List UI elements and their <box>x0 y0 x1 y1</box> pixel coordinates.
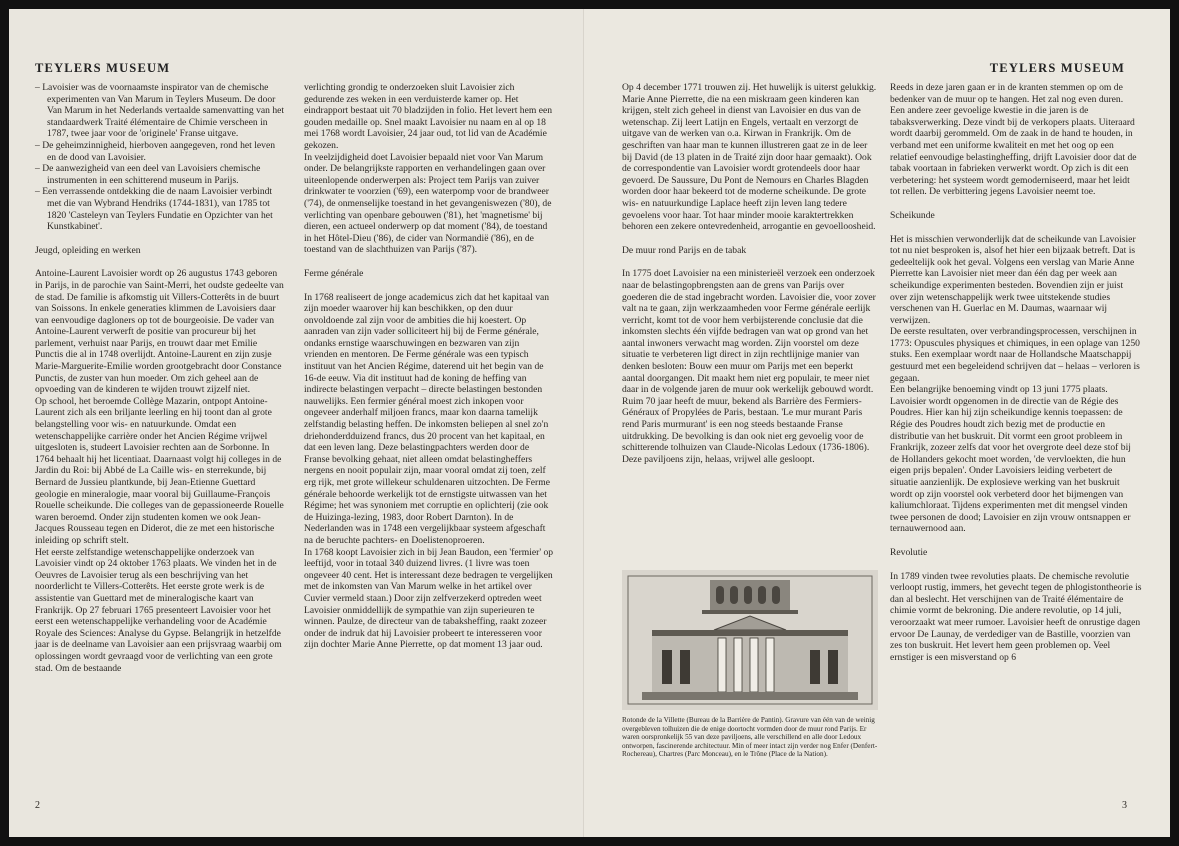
section-heading-jeugd: Jeugd, opleiding en werken <box>35 244 141 256</box>
paragraph: Op school, het beroemde Collège Mazarin, ontpopt Antoine-Laurent zich als een briljante leerling en hij toont dan al grote belangstelling voor wis- en natuurkunde. Omdat een wetenschappelijke carrière onder het Ancien Régime vrijwel uitgesloten is, studeert Lavoisier rechten aan de Sorbonne. In 1764 behaalt hij het licentiaat. Daarnaast volgt hij colleges in de Jardin du Roi: bij Abbé de La Caille wis- en sterrekunde, bij Bernard de Jussieu plantkunde, bij Jean-Etienne Guettard geologie en mineralogie, maar vooral bij Guillaume-François Rouelle scheikunde. Die colleges van de gepassioneerde Rouelle waren beroemd. Onder zijn studenten komen we ook Jean-Jacques Rousseau tegen en Diderot, die ze met een historische inleiding op schrift stelt. <box>35 395 284 546</box>
paragraph: In 1768 koopt Lavoisier zich in bij Jean Baudon, een 'fermier' op leeftijd, voor in totaal 340 duizend livres. (1 livre was toen ongeveer 40 cent. Het is interessant deze bedragen te vergelijken met de inkomsten van Van Marum welke in het artikel over Cuvier vermeld staan.) Door zijn zelfverzekerd optreden weet Lavoisier onmiddellijk de sympathie van zijn superieuren te winnen. Paulze, de directeur van de tabaksheffing, raakt zozeer onder de indruk dat hij Lavoisier probeert te interesseren voor zijn dochter Marie Anne Pierrette, op dat moment 13 jaar oud. <box>304 546 554 651</box>
paragraph: Op 4 december 1771 trouwen zij. Het huwelijk is uiterst gelukkig. Marie Anne Pierrette, die na een miskraam geen kinderen kan krijgen, stelt zich geheel in dienst van Lavoisier en dus van de wetenschap. Zij leert Latijn en Engels, vertaalt en verzorgt de uitgave van de werken van o.a. Kirwan in Frankrijk. Om de geschriften van haar man te kunnen illustreren gaat ze in de leer bij David (de 13 platen in de Traité zijn door haar gemaakt). Ook de correspondentie van Lavoisier wordt grotendeels door haar gevoerd. De Saussure, Du Pont de Nemours en Charles Blagden worden door haar bekeerd tot de moderne scheikunde. De grote wis- en natuurkundige Laplace heeft zijn leven lang tedere gevoelens voor haar. Tot haar minder mooie karaktertrekken behoren een zekere ontevredenheid, arrogantie en gevoelloosheid. <box>622 82 877 233</box>
header-left-text: TEYLERS MUSEUM <box>35 61 171 75</box>
bullet-1: – Lavoisier was de voornaamste inspirator van de chemische experimenten van Van Marum in Teylers Museum. De door Van Marum in het Nederlands vertaalde samenvatting van het standaardwerk Traité élémentaire de Chimie verscheen in 1787, twee jaar voor de 'originele' Franse uitgave. <box>35 82 285 140</box>
section-heading-ferme: Ferme générale <box>304 267 364 279</box>
figure-rotonde <box>622 570 878 759</box>
right-page <box>584 9 1170 837</box>
paragraph: Het eerste zelfstandige wetenschappelijke onderzoek van Lavoisier vindt op 24 oktober 1763 plaats. We vinden het in de Oeuvres de Lavoisier terug als een beschrijving van het noorderlicht te Villers-Cotterêts. Het eerste grote werk is de assistentie van Guettard met de mineralogische kaart van Frankrijk. Op 27 februari 1765 presenteert Lavoisier voor het eerst een wetenschappelijke verhandeling voor de Académie Royale des Sciences: Analyse du Gypse. Belangrijk in hetzelfde jaar is de deelname van Lavoisier aan een prijsvraag waarbij om oplossingen wordt gevraagd voor de verlichting van een grote stad. Om de bestaande <box>35 546 282 674</box>
paragraph: In 1775 doet Lavoisier na een ministerieël verzoek een onderzoek naar de belastingopbrengsten aan de grens van Parijs over goederen die de stad ingebracht worden. Lavoisier die, voor zover valt na te gaan, zijn werkzaamheden voor Ferme générale eerlijk verricht, komt tot de voor hem verbijsterende conclusie dat die inkomsten slechts één vijfde bedragen van wat op grond van het aantal inwoners verwacht mag worden. Zijn voorstel om deze situatie te verbeteren ligt direct in zijn rechtlijnige manier van denken besloten: Bouw een muur om Parijs met een beperkt aantal doorgangen. Dit maakt hem niet erg populair, te meer niet daar in de volgende jaren de muur ook werkelijk gebouwd wordt. Ruim 70 jaar heeft de muur, bekend als Barrière des Fermiers-Généraux of Propylées de Paris, bestaan. 'Le mur murant Paris rend Paris murmurant' is een nog steeds bestaande Franse uitdrukking. De bevolking is dan ook niet erg gevoelig voor de schitterende tolhuizen van Claude-Nicolas Ledoux (1736-1806). Deze paviljoens zijn, helaas, vrijwel alle gesloopt. <box>622 268 876 465</box>
section-heading-scheikunde: Scheikunde <box>890 209 935 221</box>
bullet-3: – De aanwezigheid van een deel van Lavoisiers chemische instrumenten in een schitterend museum in Parijs. <box>35 163 261 186</box>
paragraph: De eerste resultaten, over verbrandingsprocessen, verschijnen in 1773: Opuscules physiques et chimiques, in een oplage van 1250 stuks. Een exemplaar wordt naar de Hollandsche Maatschappij gestuurd met een begeleidend schrijven dat – helaas – verloren is gegaan. <box>890 326 1140 384</box>
header-right <box>990 61 1125 76</box>
paragraph: In veelzijdigheid doet Lavoisier bepaald niet voor Van Marum onder. De belangrijkste rapporten en verhandelingen gaan over uiteenlopende onderwerpen als: Project tem Parijs van zuiver drinkwater te voorzien ('69), een waterpomp voor de brandweer ('74), de onmenselijke toestand in het gevangeniswezen ('80), de verlichting van openbare gebouwen ('81), het 'magnetisme' bij dieren, een actueel onderwerp op dat moment ('84), de toestand in het Hôtel-Dieu ('86), de cider van Normandië ('86), en de toestand van de slachthuizen van Parijs ('87). <box>304 151 552 256</box>
right-column-2 <box>890 82 1142 663</box>
building-illustration <box>622 570 878 710</box>
paragraph: Een andere zeer gevoelige kwestie in die jaren is de tabaksverwerking. Deze vindt bij de verkopers plaats. Uiteraard wordt daarbij gerommeld. Om de zaak in de hand te houden, in verband met een uniforme kwaliteit en met het oog op een relatief eenvoudige belastingheffing, drijft Lavoisier door dat de tabak voortaan in fabrieken verwerkt wordt. Op zich is dit een verbetering: het systeem wordt gemoderniseerd, maar het leidt tot rellen. De verbittering jegens Lavoisier neemt toe. <box>890 105 1137 198</box>
bullet-2: – De geheimzinnigheid, hierboven aangegeven, rond het leven en de dood van Lavoisier. <box>35 139 276 163</box>
section-heading-muur: De muur rond Parijs en de tabak <box>622 244 747 256</box>
header-left <box>35 61 170 76</box>
section-heading-revolutie: Revolutie <box>890 546 928 558</box>
left-page <box>9 9 581 837</box>
header-right-text: TEYLERS MUSEUM <box>989 61 1125 75</box>
right-column-1 <box>622 82 878 465</box>
paragraph: Reeds in deze jaren gaan er in de kranten stemmen op om de bedenker van de muur op te hangen. Het zal nog even duren. <box>890 82 1124 105</box>
paragraph: In 1789 vinden twee revoluties plaats. De chemische revolutie verloopt rustig, immers, het gevecht tegen de phlogistontheorie is dan al beslecht. Het verschijnen van de Traité élémentaire de chimie vormt de bekroning. Die andere revolutie, op 14 juli, veroorzaakt wat meer rumoer. Lavoisier heeft de onrustige dagen ervoor De Launay, de verdediger van de Bastille, voorzien van zes ton buskruit. Het levert hem geen problemen op. Veel ernstiger is een misverstand op 6 <box>890 570 1142 663</box>
paragraph: Antoine-Laurent Lavoisier wordt op 26 augustus 1743 geboren in Parijs, in de parochie van Saint-Merri, het oudste gedeelte van de stad. De familie is afkomstig uit Villers-Cotterêts in de buurt van Soissons. In enkele generaties klimmen de Lavoisiers daar van eenvoudige dagloners op tot de bourgeoisie. De vader van Antoine-Laurent verwerft de positie van procureur bij het parlement, verhuist naar Parijs, en trouwt daar met Emilie Punctis die al in 1748 overlijdt. Antoine-Laurent en zijn zusje Marie-Marguerite-Emilie worden grootgebracht door Constance Punctis, de zuster van hun moeder. Om zich geheel aan de opvoeding van de kinderen te wijden trouwt zijzelf niet. <box>35 268 284 396</box>
bullet-4: – Een verrassende ontdekking die de naam Lavoisier verbindt met die van Wybrand Hendriks (1744-1831), van 1785 tot 1820 'Casteleyn van Teylers Fundatie en Opzichter van het Kunstkabinet'. <box>35 186 273 233</box>
rotonde-engraving-image <box>622 570 878 710</box>
paragraph: In 1768 realiseert de jonge academicus zich dat het kapitaal van zijn moeder waarover hij kan beschikken, op den duur onvoldoende zal zijn voor de ambities die hij koestert. Op aanraden van zijn vader solliciteert hij bij de Ferme générale, ondanks ernstige waarschuwingen en bezwaren van zijn vrienden en mentoren. De Ferme générale was een typisch instituut van het Ancien Régime, daterend uit het begin van de 16-de eeuw. Via dit instituut had de koning de heffing van indirecte belastingen verpacht – directe belastingen bestonden nauwelijks. Een fermier général moest zich inkopen voor ongeveer anderhalf miljoen francs, maar kon daarna tamelijk zelfstandig belasting heffen. De inkomsten beliepen al snel zo'n driehonderdduizend francs, dus 20 procent van het kapitaal, en dat een leven lang. Deze belastingpachters werden door de Franse bevolking gehaat, niet alleen omdat belastingheffers nergens en nooit populair zijn, maar vooral omdat zij toen, zelf erg rijk, met grote willekeur schuldenaren uitzochten. De Ferme générale behoorde werkelijk tot de ernstigste uitwassen van het Régime; het was synoniem met corruptie en oplichterij (zie ook de Huizinga-lezing, 1983, door Robert Darnton). In de Nederlanden was in 1748 een vergelijkbaar systeem afgeschaft na de beruchte pachters- en Doelistenoproeren. <box>304 291 550 546</box>
figure-caption: Rotonde de la Villette (Bureau de la Barrière de Pantin). Gravure van één van de weinig overgebleven tolhuizen die de enige doortocht vormden door de muur rond Parijs. Er waren oorspronkelijk 55 van deze paviljoens, alle verschillend en alle door Ledoux ontworpen, fascinerende architectuur. Min of meer intact zijn verder nog Enfer (Denfert-Rochereau), Chartres (Parc Monceau), en le Trône (Place de la Nation). <box>622 716 878 759</box>
paragraph: verlichting grondig te onderzoeken sluit Lavoisier zich gedurende zes weken in een verduisterde kamer op. Het eindrapport bestaat uit 70 bladzijden in folio. Het levert hem een gouden medaille op. Snel maakt Lavoisier nu naam en al op 18 mei 1768 wordt Lavoisier, 24 jaar oud, tot lid van de Académie gekozen. <box>304 82 553 151</box>
left-column-2 <box>304 82 554 651</box>
paragraph: Het is misschien verwonderlijk dat de scheikunde van Lavoisier tot nu niet besproken is, alsof het hier een bijzaak betreft. Dat is gedeeltelijk ook het geval. Volgens een verslag van Marie Anne Pierrette kan Lavoisier niet meer dan één dag per week aan scheikundige experimenten besteden. Bovendien zijn er juist over zijn wetenschappelijk werk twee uitstekende studies verschenen van H. Guerlac en M. Daumas, waarnaar wij verwijzen. <box>890 233 1136 326</box>
page-number-right: 3 <box>1122 800 1127 811</box>
left-column-1 <box>35 82 285 674</box>
paragraph: Een belangrijke benoeming vindt op 13 juni 1775 plaats. Lavoisier wordt opgenomen in de directie van de Régie des Poudres. Hier kan hij zijn scheikundige kennis toepassen: de Régie des Poudres houdt zich bezig met de productie en distributie van het buskruit. Dit vormt een groot probleem in Frankrijk, zozeer zelfs dat voor het overgrote deel deze stof bij de Hollanders gekocht moet worden, 'de vervloekten, die hun eigen prijs bepalen'. Onder Lavoisiers leiding verbetert de situatie aanzienlijk. De explosieve werking van het buskruit wordt op zijn voorstel ook verbeterd door het bijmengen van kaliumchloraat. Tijdens experimenten met dit mengsel vinden twee personen de dood; Lavoisier en zijn vrouw ontsnappen er ternauwernood aan. <box>890 384 1131 535</box>
page-number-left: 2 <box>35 800 40 811</box>
